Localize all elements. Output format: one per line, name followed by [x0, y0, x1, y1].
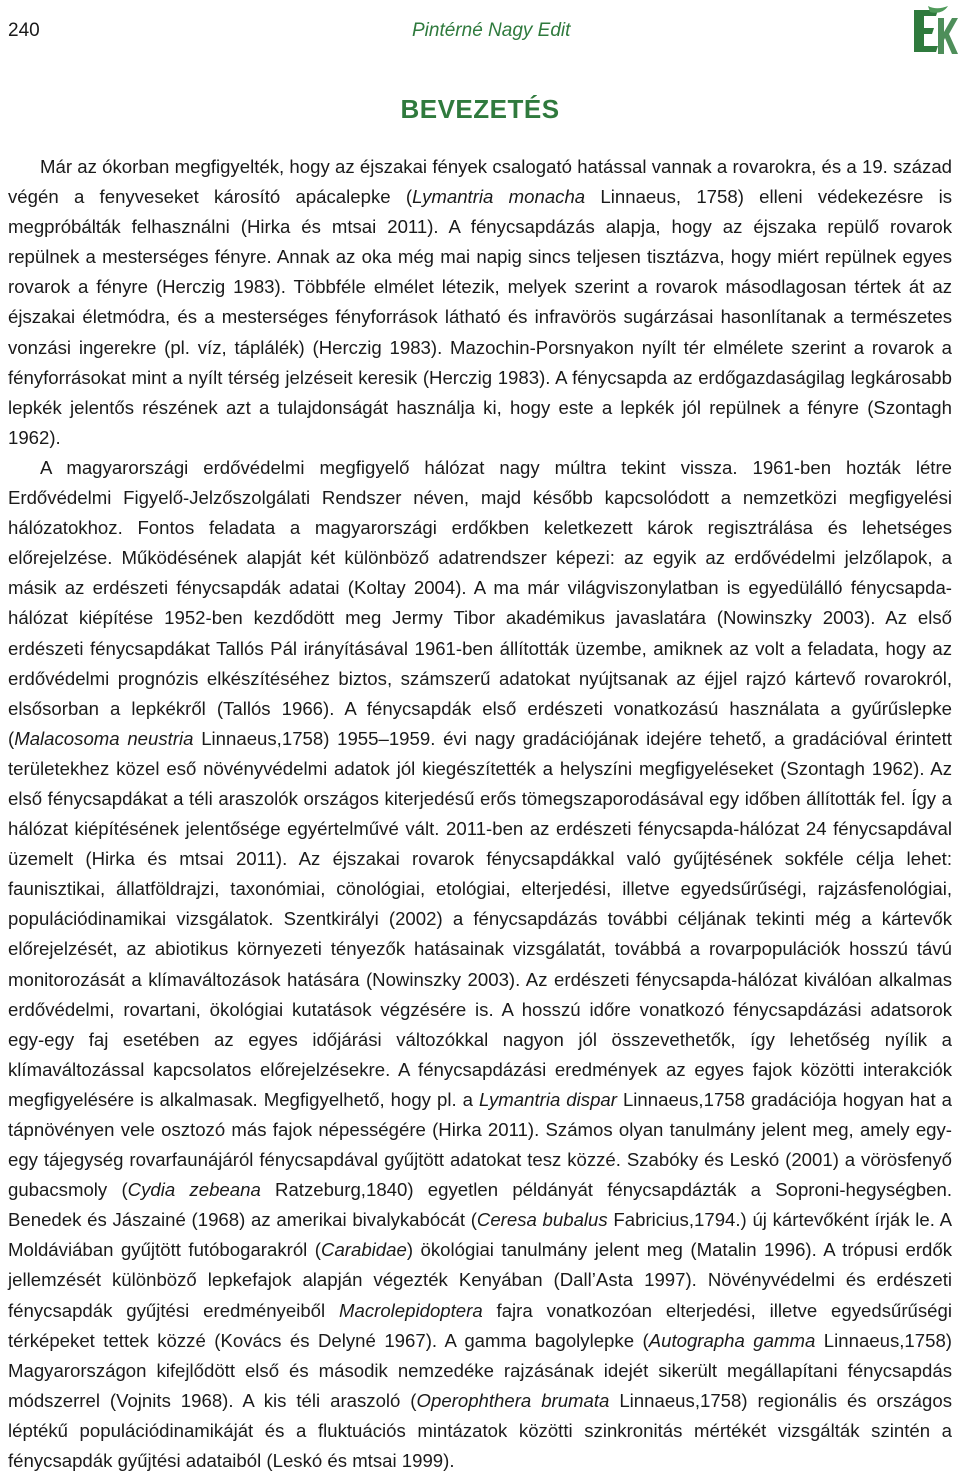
text-run: ) ökológiai tanulmány jelent meg (Matalin 1996). A trópusi erdők jellemzését különböző lepkefajok alapján végezték Kenyában (Dall’Asta 1997). Növényvédelmi és erdészeti fénycsapdák gyűjtési eredményeiből: [8, 1239, 952, 1321]
text-run: Linnaeus, 1758) elleni védekezésre is megpróbálták felhasználni (Hirka és mtsai 2011). A fénycsapdázás alapja, hogy az éjszaka repülő rovarok repülnek a mesterséges fényre. Annak az oka még mai napig sincs teljesen tisztázva, hogy miért repülnek egyes rovarok a fényre (Herczig 1983). Többféle elmélet létezik, melyek szerint a rovarok másodlagosan tértek át az éjszakai életmódra, és a mesterséges fényforrások látható és infravörös sugárzásai hasonlítanak a természetes vonzási ingerekre (pl. víz, táplálék) (Herczig 1983). Mazochin-Porsnyakon nyílt tér elmélete szerint a rovarok a fényforrásokat mint a nyílt térség jelzéseit keresik (Herczig 1983). A fénycsapda az erdőgazdaságilag legkárosabb lepkék jelentős részének azt a tulajdonságát használja ki, hogy este a lepkék jól repülnek a fényre (Szontagh 1962).: [8, 186, 952, 448]
journal-logo-icon: [908, 4, 958, 58]
species-name: Autographa gamma: [648, 1329, 816, 1351]
page-number: 240: [8, 20, 40, 41]
article-body: [8, 152, 952, 1476]
section-title: BEVEZETÉS: [400, 94, 560, 124]
species-name: Malacosoma neustria: [14, 727, 194, 749]
text-run: Már az ókorban megfigyelték, hogy az éjszakai fények csalogató hatással vannak a rovarokra, és a 19. század végén a fenyveseket károsító apácalepke (: [8, 156, 952, 208]
text-run: Ratzeburg,1840) egyetlen példányát fénycsapdázták a Soproni-hegységben. Benedek és Jászainé (1968) az amerikai bivalykabócát (: [8, 1179, 952, 1231]
species-name: Carabidae: [321, 1239, 407, 1261]
species-name: Operophthera brumata: [416, 1389, 610, 1411]
text-run: Fabricius,1794.) új kártevőként írják le. A Moldáviában gyűjtött futóbogarakról (: [8, 1209, 953, 1261]
running-header: [0, 0, 960, 64]
text-run: Linnaeus,1758) Magyarországon kifejlődött első és második nemzedéke rajzásának idejét sikerült megállapítani fénycsapdás módszerrel (Vojnits 1968). A kis téli araszoló (: [8, 1329, 952, 1411]
text-run: A magyarországi erdővédelmi megfigyelő hálózat nagy múltra tekint vissza. 1961-ben hozták létre Erdővédelmi Figyelő-Jelzőszolgálati Rendszer néven, majd később kapcsolódott a nemzetközi megfigyelési hálózatokhoz. Fontos feladata a magyarországi erdőkben keletkezett károk regisztrálása és lehetséges előrejelzése. Működésének alapját két különböző adatrendszer képezi: az egyik az erdővédelmi jelzőlapok, a másik az erdészeti fénycsapdák adatai (Koltay 2004). A ma már világviszonylatban is egyedülálló fénycsapda-hálózat kiépítése 1952-ben kezdődött meg Jermy Tibor akadémikus javaslatára (Nowinszky 2003). Az első erdészeti fénycsapdákat Tallós Pál irányításával 1961-ben állították üzembe, amiknek az volt a feladata, hogy az erdővédelmi prognózis elkészítéséhez biztos, számszerű adatokat nyújtsanak az éjjel rajzó kártevő rovarokról, elsősorban a lepkékről (Tallós 1966). A fénycsapdák első erdészeti vonatkozású használata a gyűrűslepke (: [8, 456, 952, 749]
body-paragraph: [8, 453, 952, 1476]
species-name: Lymantria monacha: [412, 186, 586, 208]
body-paragraph: [8, 152, 952, 453]
text-run: Linnaeus,1758 gradációja hogyan hat a tápnövényen vele osztozó más fajok népességére (Hirka 2011). Számos olyan tanulmány jelent meg, amely egy-egy tájegység rovarfaunájáról fénycsapdával gyűjtött adatokat tesz közzé. Szabóky és Leskó (2001) a vörösfenyő gubacsmoly (: [8, 1088, 952, 1201]
text-run: Linnaeus,1758) 1955–1959. évi nagy gradációjának idejére tehető, a gradációval érintett területekhez közel eső növényvédelmi adatok jól kiegészítették a helyszíni megfigyeléseket (Szontagh 1962). Az első fénycsapdákat a téli araszolók országos kiterjedésű erős tömegszaporodásával egy időben állították fel. Így a hálózat kiépítésének jelentősége egyértelművé vált. 2011-ben az erdészeti fénycsapda-hálózat 24 fénycsapdával üzemelt (Hirka és mtsai 2011). Az éjszakai rovarok fénycsapdákkal való gyűjtésének sokféle célja lehet: faunisztikai, állatföldrajzi, taxonómiai, cönológiai, etológiai, elterjedési, illetve egyedsűrűségi, rajzásfenológiai, populációdinamikai vizsgálatok. Szentkirályi (2002) a fénycsapdázás további céljának tekinti még a kártevők előrejelzését, az abiotikus környezeti tényezők hatásainak vizsgálatát, továbbá a rovarpopulációk hosszú távú monitorozását a klímaváltozások hatására (Nowinszky 2003). Az erdészeti fénycsapda-hálózat kiválóan alkalmas erdővédelmi, rovartani, ökológiai kutatások végzésére is. A hosszú időre vonatkozó fénycsapdázási adatsorok egy-egy faj esetében az egyes időjárási változókkal nagyon jól összevethetők, így lehetőség nyílik a klímaváltozással kapcsolatos előrejelzésekre. A fénycsapdázási eredmények az egyes fajok közötti interakciók megfigyelésére is alkalmasak. Megfigyelhető, hogy pl. a: [8, 727, 952, 1110]
species-name: Macrolepidoptera: [339, 1299, 483, 1321]
species-name: Ceresa bubalus: [476, 1209, 608, 1231]
species-name: Cydia zebeana: [127, 1179, 261, 1201]
running-author: Pintérné Nagy Edit: [412, 20, 571, 41]
species-name: Lymantria dispar: [478, 1088, 617, 1110]
text-run: fajra vonatkozóan elterjedési, illetve egyedsűrűségi térképeket tettek közzé (Kovács és Delyné 1967). A gamma bagolylepke (: [8, 1299, 952, 1351]
text-run: Linnaeus,1758) regionális és országos léptékű populációdinamikáját és a fluktuációs mintázatok közötti szinkronitás mértékét vizsgálták szintén a fénycsapdák gyűjtési adataiból (Leskó és mtsai 1999).: [8, 1389, 953, 1472]
